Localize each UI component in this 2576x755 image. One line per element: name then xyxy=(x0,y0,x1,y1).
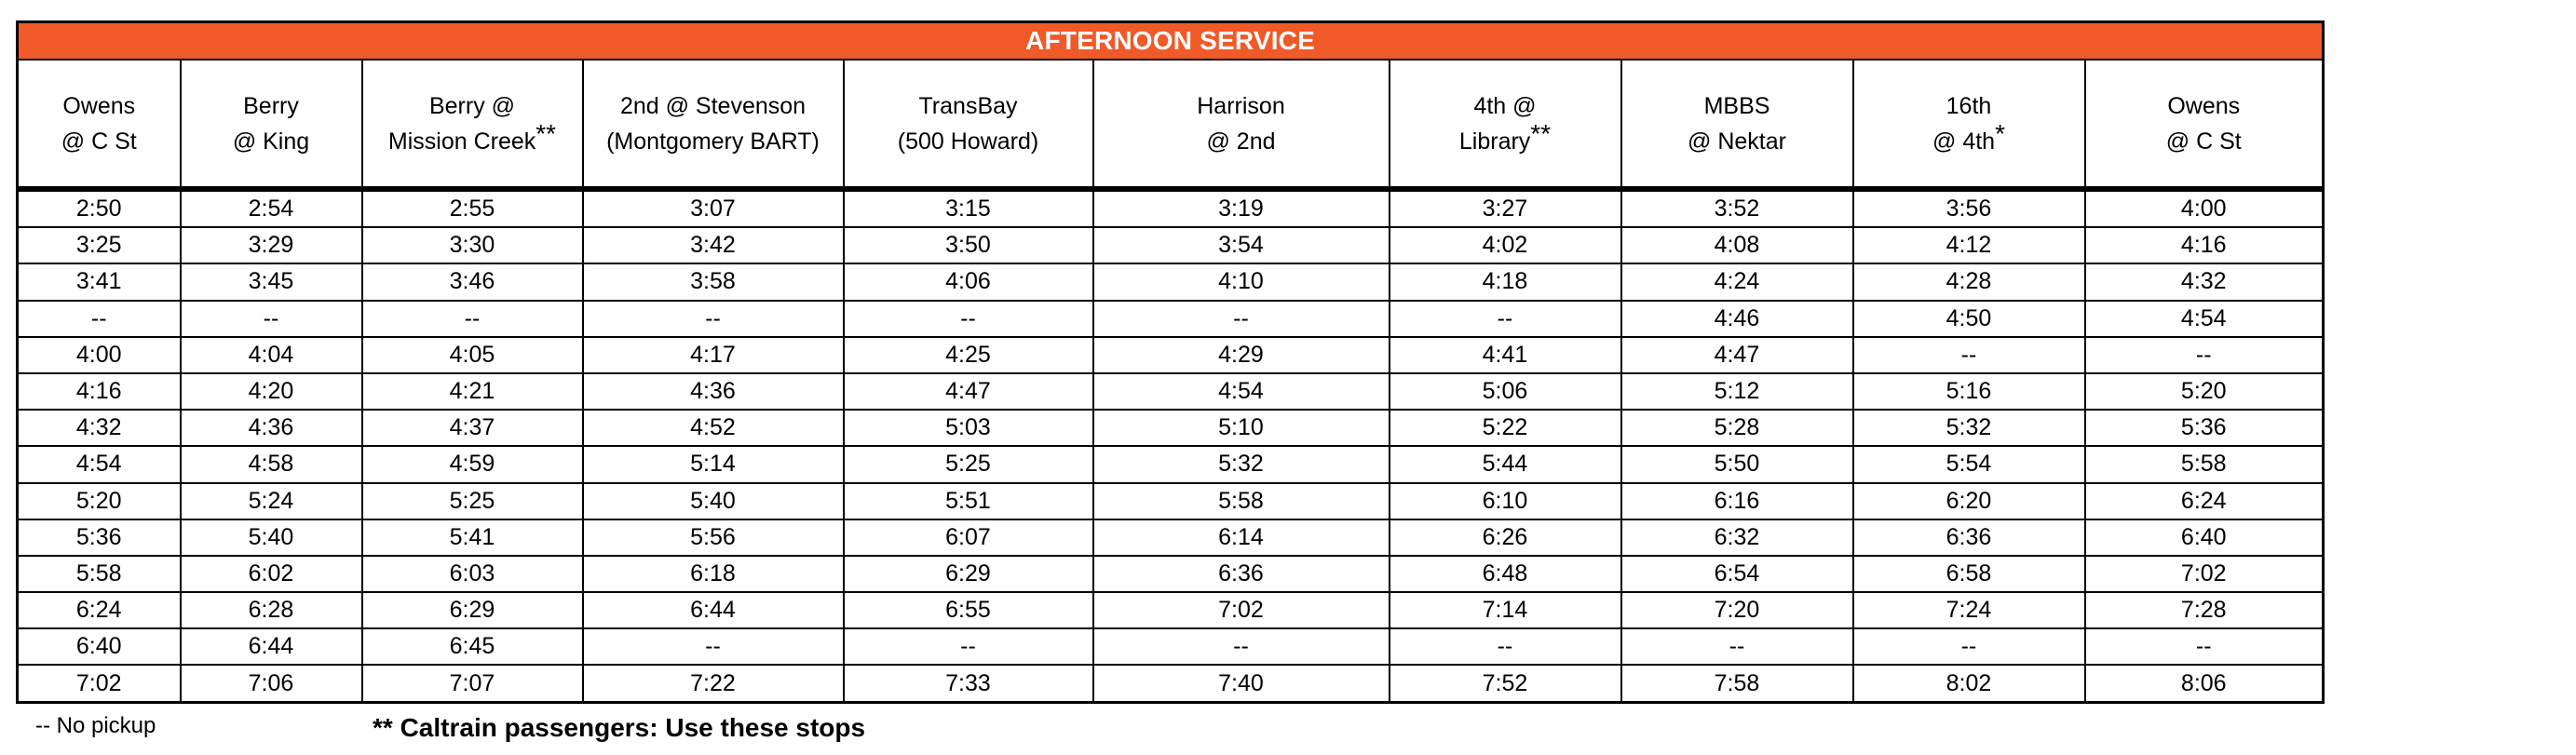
time-cell: -- xyxy=(583,628,844,665)
time-cell: 5:20 xyxy=(18,483,181,519)
time-cell: 4:16 xyxy=(18,373,181,410)
time-cell: -- xyxy=(1621,628,1853,665)
time-cell: 6:18 xyxy=(583,556,844,592)
stop-header xyxy=(1853,60,2085,189)
time-cell: 3:42 xyxy=(583,227,844,263)
time-cell: 6:14 xyxy=(1093,519,1390,556)
stop-name-line-1: 2nd @ Stevenson xyxy=(619,92,807,119)
table-row xyxy=(18,592,2324,628)
time-cell: 2:54 xyxy=(181,189,362,227)
time-cell: -- xyxy=(1853,628,2085,665)
time-cell: 4:36 xyxy=(181,410,362,446)
time-cell: 3:54 xyxy=(1093,227,1390,263)
time-cell: 4:59 xyxy=(362,446,583,482)
time-cell: 5:14 xyxy=(583,446,844,482)
caltrain-note: ** Caltrain passengers: Use these stops xyxy=(373,713,866,742)
time-cell: 3:46 xyxy=(362,263,583,300)
time-cell: 3:30 xyxy=(362,227,583,263)
time-cell: 4:41 xyxy=(1390,337,1621,373)
time-cell: 6:40 xyxy=(2085,519,2324,556)
stop-name-line-2: @ 4th xyxy=(1932,128,1996,155)
time-cell: 4:21 xyxy=(362,373,583,410)
time-cell: 6:44 xyxy=(181,628,362,665)
time-cell: 6:58 xyxy=(1853,556,2085,592)
time-cell: 6:10 xyxy=(1390,483,1621,519)
stop-name-line-1: 16th xyxy=(1946,92,1992,119)
time-cell: 4:50 xyxy=(1853,301,2085,337)
time-cell: 6:54 xyxy=(1621,556,1853,592)
stop-header xyxy=(583,60,844,189)
time-cell: 7:24 xyxy=(1853,592,2085,628)
time-cell: 7:14 xyxy=(1390,592,1621,628)
time-cell: 4:24 xyxy=(1621,263,1853,300)
time-cell: 5:25 xyxy=(844,446,1093,482)
stop-header-row xyxy=(18,60,2324,189)
time-cell: 7:07 xyxy=(362,665,583,702)
time-cell: 3:15 xyxy=(844,189,1093,227)
time-cell: -- xyxy=(18,301,181,337)
time-cell: -- xyxy=(844,301,1093,337)
time-cell: 6:02 xyxy=(181,556,362,592)
time-cell: 5:03 xyxy=(844,410,1093,446)
time-cell: 6:24 xyxy=(2085,483,2324,519)
time-cell: 4:00 xyxy=(2085,189,2324,227)
stop-name-line-1: MBBS xyxy=(1703,92,1770,119)
table-row xyxy=(18,227,2324,263)
time-cell: 4:25 xyxy=(844,337,1093,373)
time-cell: 5:24 xyxy=(181,483,362,519)
time-cell: 6:45 xyxy=(362,628,583,665)
time-cell: 5:36 xyxy=(18,519,181,556)
time-cell: -- xyxy=(583,301,844,337)
no-pickup-note: -- No pickup xyxy=(35,713,156,738)
table-row xyxy=(18,628,2324,665)
time-cell: 7:06 xyxy=(181,665,362,702)
stop-name-line-1: Harrison xyxy=(1197,92,1285,119)
time-cell: 4:32 xyxy=(2085,263,2324,300)
time-cell: 7:33 xyxy=(844,665,1093,702)
time-cell: 6:55 xyxy=(844,592,1093,628)
table-row xyxy=(18,373,2324,410)
stop-name-line-2: @ Nektar xyxy=(1688,128,1786,155)
time-cell: 5:20 xyxy=(2085,373,2324,410)
time-cell: 5:22 xyxy=(1390,410,1621,446)
time-cell: 3:56 xyxy=(1853,189,2085,227)
stop-header xyxy=(362,60,583,189)
time-cell: 5:12 xyxy=(1621,373,1853,410)
time-cell: 7:20 xyxy=(1621,592,1853,628)
time-cell: 4:52 xyxy=(583,410,844,446)
table-row xyxy=(18,189,2324,227)
time-cell: 5:40 xyxy=(583,483,844,519)
time-cell: 5:40 xyxy=(181,519,362,556)
time-cell: 7:02 xyxy=(2085,556,2324,592)
stop-header xyxy=(1390,60,1621,189)
time-cell: 5:32 xyxy=(1853,410,2085,446)
time-cell: -- xyxy=(362,301,583,337)
time-cell: 2:55 xyxy=(362,189,583,227)
time-cell: 5:44 xyxy=(1390,446,1621,482)
stop-name-line-1: Berry @ xyxy=(428,92,516,119)
stop-name-line-1: Owens xyxy=(2167,92,2241,119)
time-cell: 3:58 xyxy=(583,263,844,300)
time-cell: 4:29 xyxy=(1093,337,1390,373)
time-cell: 6:48 xyxy=(1390,556,1621,592)
table-row xyxy=(18,483,2324,519)
time-cell: 7:02 xyxy=(18,665,181,702)
time-cell: 6:29 xyxy=(844,556,1093,592)
time-cell: 3:50 xyxy=(844,227,1093,263)
time-cell: 4:47 xyxy=(844,373,1093,410)
stop-name-line-2: Mission Creek xyxy=(387,128,536,155)
time-cell: 4:17 xyxy=(583,337,844,373)
schedule-body xyxy=(18,189,2324,702)
time-cell: 3:41 xyxy=(18,263,181,300)
time-cell: 4:58 xyxy=(181,446,362,482)
time-cell: 4:47 xyxy=(1621,337,1853,373)
stop-marker: ** xyxy=(536,118,557,148)
time-cell: 6:20 xyxy=(1853,483,2085,519)
time-cell: 6:40 xyxy=(18,628,181,665)
time-cell: 2:50 xyxy=(18,189,181,227)
time-cell: 6:36 xyxy=(1853,519,2085,556)
time-cell: -- xyxy=(1093,301,1390,337)
time-cell: 5:50 xyxy=(1621,446,1853,482)
time-cell: -- xyxy=(1390,628,1621,665)
time-cell: 4:02 xyxy=(1390,227,1621,263)
time-cell: -- xyxy=(1390,301,1621,337)
time-cell: 6:26 xyxy=(1390,519,1621,556)
time-cell: 5:32 xyxy=(1093,446,1390,482)
time-cell: 4:16 xyxy=(2085,227,2324,263)
time-cell: 3:07 xyxy=(583,189,844,227)
time-cell: 6:29 xyxy=(362,592,583,628)
time-cell: 5:58 xyxy=(2085,446,2324,482)
time-cell: 7:28 xyxy=(2085,592,2324,628)
stop-name-line-1: TransBay xyxy=(918,92,1018,119)
time-cell: 5:10 xyxy=(1093,410,1390,446)
time-cell: 3:27 xyxy=(1390,189,1621,227)
time-cell: 4:28 xyxy=(1853,263,2085,300)
table-row xyxy=(18,410,2324,446)
table-row xyxy=(18,556,2324,592)
time-cell: 6:28 xyxy=(181,592,362,628)
time-cell: -- xyxy=(844,628,1093,665)
time-cell: 5:25 xyxy=(362,483,583,519)
time-cell: 5:54 xyxy=(1853,446,2085,482)
stop-name-line-2: (Montgomery BART) xyxy=(606,128,820,155)
stop-header xyxy=(181,60,362,189)
stop-name-line-2: @ King xyxy=(232,128,310,155)
time-cell: -- xyxy=(1853,337,2085,373)
time-cell: 3:52 xyxy=(1621,189,1853,227)
schedule-title: AFTERNOON SERVICE xyxy=(18,22,2324,61)
time-cell: 4:54 xyxy=(18,446,181,482)
time-cell: 5:51 xyxy=(844,483,1093,519)
time-cell: 4:37 xyxy=(362,410,583,446)
time-cell: 3:25 xyxy=(18,227,181,263)
time-cell: 4:06 xyxy=(844,263,1093,300)
time-cell: 4:00 xyxy=(18,337,181,373)
table-row xyxy=(18,337,2324,373)
stop-name-line-1: Berry xyxy=(243,92,299,119)
time-cell: 5:06 xyxy=(1390,373,1621,410)
time-cell: 8:02 xyxy=(1853,665,2085,702)
afternoon-schedule-table xyxy=(16,20,2325,704)
time-cell: -- xyxy=(2085,628,2324,665)
time-cell: 5:58 xyxy=(1093,483,1390,519)
time-cell: 4:36 xyxy=(583,373,844,410)
time-cell: 7:22 xyxy=(583,665,844,702)
stop-name-line-2: @ C St xyxy=(61,128,137,155)
time-cell: 7:58 xyxy=(1621,665,1853,702)
time-cell: -- xyxy=(1093,628,1390,665)
time-cell: 4:32 xyxy=(18,410,181,446)
time-cell: 6:16 xyxy=(1621,483,1853,519)
time-cell: 5:56 xyxy=(583,519,844,556)
time-cell: 6:32 xyxy=(1621,519,1853,556)
time-cell: 4:05 xyxy=(362,337,583,373)
table-row xyxy=(18,301,2324,337)
table-row xyxy=(18,446,2324,482)
time-cell: 5:41 xyxy=(362,519,583,556)
time-cell: 3:45 xyxy=(181,263,362,300)
stop-header xyxy=(1621,60,1853,189)
time-cell: 5:58 xyxy=(18,556,181,592)
time-cell: 7:40 xyxy=(1093,665,1390,702)
stop-name-line-2: @ 2nd xyxy=(1206,128,1276,155)
table-row xyxy=(18,519,2324,556)
table-row xyxy=(18,665,2324,702)
time-cell: 5:36 xyxy=(2085,410,2324,446)
time-cell: 7:02 xyxy=(1093,592,1390,628)
stop-marker: ** xyxy=(1530,118,1552,148)
time-cell: 4:12 xyxy=(1853,227,2085,263)
time-cell: 6:03 xyxy=(362,556,583,592)
time-cell: 6:24 xyxy=(18,592,181,628)
time-cell: 4:04 xyxy=(181,337,362,373)
stop-name-line-2: Library xyxy=(1458,128,1531,155)
time-cell: 4:20 xyxy=(181,373,362,410)
time-cell: 7:52 xyxy=(1390,665,1621,702)
stop-header xyxy=(844,60,1093,189)
time-cell: 6:07 xyxy=(844,519,1093,556)
stop-name-line-2: (500 Howard) xyxy=(897,128,1039,155)
time-cell: 4:54 xyxy=(2085,301,2324,337)
time-cell: 4:18 xyxy=(1390,263,1621,300)
time-cell: -- xyxy=(2085,337,2324,373)
time-cell: 4:46 xyxy=(1621,301,1853,337)
stop-name-line-1: 4th @ xyxy=(1473,92,1537,119)
time-cell: 3:29 xyxy=(181,227,362,263)
stop-header xyxy=(2085,60,2324,189)
stop-name-line-1: Owens xyxy=(62,92,136,119)
time-cell: -- xyxy=(181,301,362,337)
time-cell: 4:54 xyxy=(1093,373,1390,410)
table-row xyxy=(18,263,2324,300)
stop-header xyxy=(1093,60,1390,189)
time-cell: 8:06 xyxy=(2085,665,2324,702)
stop-name-line-2: @ C St xyxy=(2165,128,2242,155)
time-cell: 5:28 xyxy=(1621,410,1853,446)
time-cell: 6:36 xyxy=(1093,556,1390,592)
time-cell: 3:19 xyxy=(1093,189,1390,227)
time-cell: 4:10 xyxy=(1093,263,1390,300)
time-cell: 4:08 xyxy=(1621,227,1853,263)
stop-header xyxy=(18,60,181,189)
time-cell: 6:44 xyxy=(583,592,844,628)
time-cell: 5:16 xyxy=(1853,373,2085,410)
stop-marker: * xyxy=(1995,118,2005,148)
